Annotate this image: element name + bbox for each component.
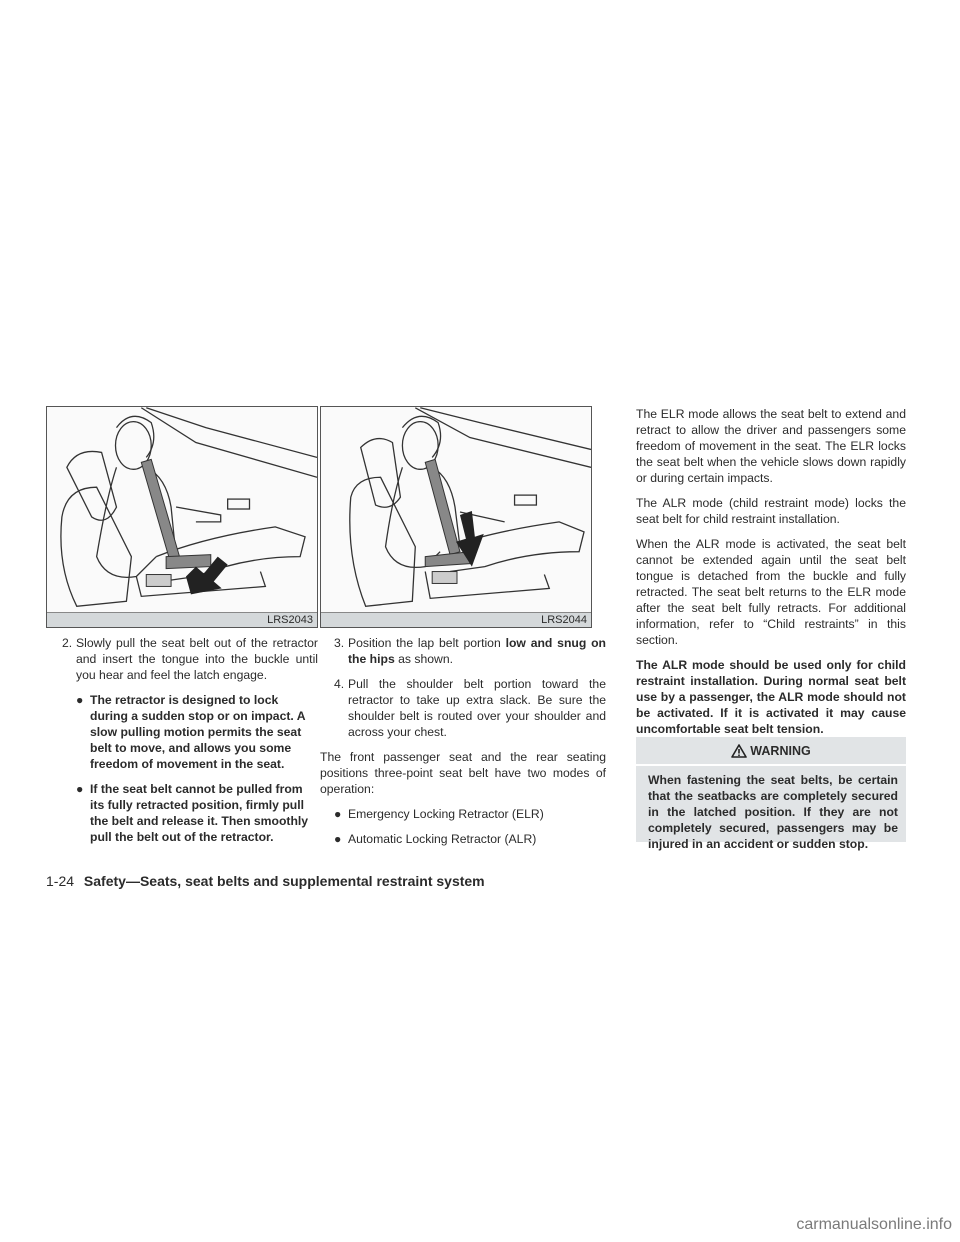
modes-paragraph: The front passenger seat and the rear seating positions three-point seat belt have two modes of operation: [320, 750, 606, 796]
warning-text: When fastening the seat belts, be certain that the seatbacks are completely secured in the latched position. If they are not completely secured, passengers may be injured in an accident or sudden stop. [648, 773, 898, 851]
bullet-item [76, 781, 318, 845]
step-text: Slowly pull the seat belt out of the retractor and insert the tongue into the buckle until you hear and feel the latch engage. [76, 636, 318, 682]
elr-paragraph: The ELR mode allows the seat belt to extend and retract to allow the driver and passengers some freedom of movement in the seat. The ELR locks the seat belt when the vehicle slows down rapidly or during certain impacts. [636, 407, 906, 485]
mode-item [334, 831, 606, 847]
bullet-icon: ● [334, 807, 342, 821]
step-number: 4. [334, 677, 345, 691]
bullet-icon: ● [76, 693, 84, 707]
warning-title: WARNING [750, 743, 811, 758]
alr-activation-paragraph: When the ALR mode is activated, the seat belt cannot be extended again until the seat belt tongue is detached from the buckle and fully retracted. The seat belt returns to the ELR mode after the seat belt fully retracts. For additional information, refer to “Child restraints” in this section. [636, 537, 906, 647]
bullet-item [76, 692, 318, 772]
step-2 [62, 635, 318, 683]
alr-caution-paragraph: The ALR mode should be used only for child restraint installation. During normal seat belt use by a passenger, the ALR mode should not be activated. If it is activated it may cause uncomfortable seat belt tension. [636, 658, 906, 736]
step-text [348, 635, 606, 667]
watermark: carmanualsonline.info [796, 1216, 952, 1233]
figure-label: LRS2043 [47, 612, 317, 627]
column-1 [62, 635, 318, 854]
step-number: 2. [62, 636, 73, 650]
warning-box [636, 737, 906, 851]
alr-paragraph: The ALR mode (child restraint mode) locks the seat belt for child restraint installation. [636, 496, 906, 526]
step-text-part: Position the lap belt portion [348, 636, 506, 650]
mode-text: Automatic Locking Retractor (ALR) [348, 832, 537, 846]
page-footer [46, 873, 485, 889]
column-3 [636, 406, 906, 746]
step-number: 3. [334, 636, 345, 650]
step-4 [334, 676, 606, 740]
mode-text: Emergency Locking Retractor (ELR) [348, 807, 544, 821]
step-text: Pull the shoulder belt portion toward the retractor to take up extra slack. Be sure the shoulder belt is routed over your shoulder and across your chest. [348, 677, 606, 739]
step-text-part: as shown. [394, 652, 453, 666]
section-title: Safety—Seats, seat belts and supplemental restraint system [83, 873, 485, 889]
seat-belt-illustration-2 [321, 407, 591, 614]
column-2 [320, 635, 606, 856]
seat-belt-figure-2 [320, 406, 592, 628]
step-3 [334, 635, 606, 667]
figure-label: LRS2044 [321, 612, 591, 627]
warning-triangle-icon [731, 744, 747, 758]
bullet-text: If the seat belt cannot be pulled from its fully retracted position, firmly pull the belt and release it. Then smoothly pull the belt out of the retractor. [90, 782, 309, 844]
seat-belt-figure-1 [46, 406, 318, 628]
bullet-icon: ● [76, 782, 84, 796]
step-text-emphasis: low and snug on the hips [348, 636, 606, 666]
seat-belt-illustration-1 [47, 407, 317, 614]
bullet-icon: ● [334, 832, 342, 846]
warning-header [636, 737, 906, 766]
mode-item [334, 806, 606, 822]
page-number: 1-24 [46, 873, 75, 889]
bullet-text: The retractor is designed to lock during a sudden stop or on impact. A slow pulling motion permits the seat belt to move, and allows you some freedom of movement in the seat. [90, 693, 306, 771]
